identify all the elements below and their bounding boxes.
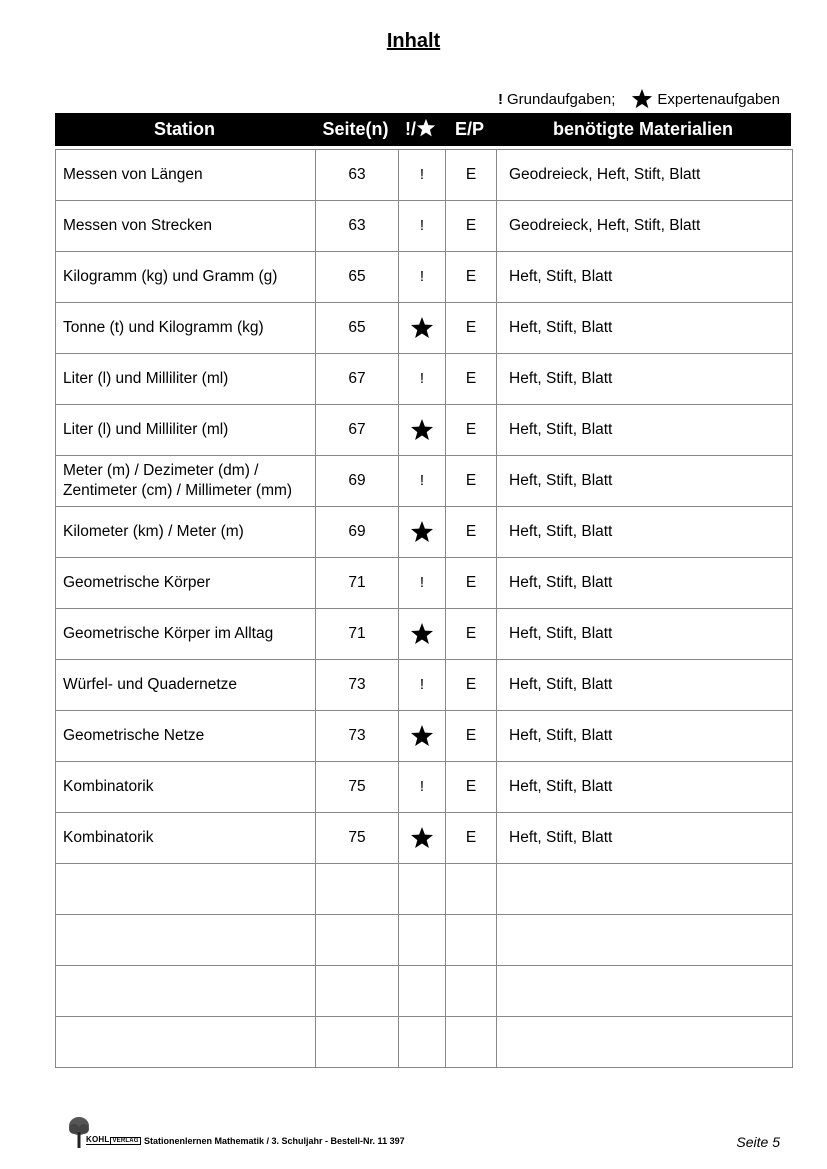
task-type-cell: [399, 660, 446, 711]
pages-cell: 67: [316, 354, 399, 405]
table-row: [56, 711, 793, 762]
materials-cell: Heft, Stift, Blatt: [497, 456, 793, 507]
pages-cell: [316, 915, 399, 966]
star-icon: [410, 826, 434, 850]
table-row: [56, 915, 793, 966]
materials-cell: Heft, Stift, Blatt: [497, 303, 793, 354]
task-type-cell: [399, 1017, 446, 1068]
materials-cell: Heft, Stift, Blatt: [497, 252, 793, 303]
star-icon: [410, 622, 434, 646]
station-cell: [56, 864, 316, 915]
footer-info: Stationenlernen Mathematik / 3. Schuljahr - Bestell-Nr. 11 397: [144, 1136, 405, 1146]
ep-cell: E: [446, 252, 497, 303]
publisher-name: KOHL: [86, 1135, 110, 1144]
task-type-cell: [399, 456, 446, 507]
ep-cell: [446, 1017, 497, 1068]
station-cell: [56, 966, 316, 1017]
station-cell: Liter (l) und Milliliter (ml): [56, 405, 316, 456]
station-cell: Würfel- und Quadernetze: [56, 660, 316, 711]
task-type-cell: [399, 915, 446, 966]
header-mark-prefix: !/: [405, 119, 416, 139]
header-materials: benötigte Materialien: [552, 119, 734, 139]
materials-cell: Heft, Stift, Blatt: [497, 660, 793, 711]
pages-cell: 65: [316, 252, 399, 303]
materials-cell: Heft, Stift, Blatt: [497, 711, 793, 762]
task-type-cell: [399, 507, 446, 558]
pages-cell: 75: [316, 762, 399, 813]
publisher-logo: [86, 1135, 141, 1145]
expert-task-label: Expertenaufgaben: [657, 90, 780, 108]
table-row: [56, 558, 793, 609]
table-row: [56, 813, 793, 864]
footer: [68, 1114, 780, 1154]
publisher-box: VERLAG: [112, 1138, 139, 1144]
basic-task-symbol: !: [419, 472, 425, 489]
station-cell: Geometrische Körper: [56, 558, 316, 609]
station-cell: [56, 1017, 316, 1068]
task-type-cell: [399, 609, 446, 660]
pages-cell: 69: [316, 507, 399, 558]
page-title: Inhalt: [386, 30, 441, 52]
materials-cell: Heft, Stift, Blatt: [497, 558, 793, 609]
table-row: [56, 507, 793, 558]
pages-cell: 67: [316, 405, 399, 456]
pages-cell: 65: [316, 303, 399, 354]
task-type-cell: [399, 303, 446, 354]
station-cell: Kombinatorik: [56, 762, 316, 813]
ep-cell: [446, 864, 497, 915]
pages-cell: 63: [316, 201, 399, 252]
basic-task-symbol: !: [419, 778, 425, 795]
basic-task-symbol: !: [419, 217, 425, 234]
table-row: [56, 201, 793, 252]
star-icon: [410, 520, 434, 544]
station-cell: Messen von Strecken: [56, 201, 316, 252]
station-cell: Meter (m) / Dezimeter (dm) / Zentimeter (cm) / Millimeter (mm): [56, 456, 316, 507]
materials-cell: Heft, Stift, Blatt: [497, 762, 793, 813]
ep-cell: [446, 966, 497, 1017]
ep-cell: E: [446, 150, 497, 201]
station-cell: Kombinatorik: [56, 813, 316, 864]
station-cell: Liter (l) und Milliliter (ml): [56, 354, 316, 405]
materials-cell: [497, 1017, 793, 1068]
task-type-cell: [399, 966, 446, 1017]
ep-cell: E: [446, 354, 497, 405]
ep-cell: E: [446, 609, 497, 660]
materials-cell: Geodreieck, Heft, Stift, Blatt: [497, 150, 793, 201]
task-type-cell: [399, 762, 446, 813]
table-row: [56, 354, 793, 405]
ep-cell: E: [446, 507, 497, 558]
star-icon: [410, 418, 434, 442]
ep-cell: [446, 915, 497, 966]
ep-cell: E: [446, 558, 497, 609]
table-row: [56, 1017, 793, 1068]
task-type-cell: [399, 354, 446, 405]
pages-cell: [316, 1017, 399, 1068]
pages-cell: 73: [316, 660, 399, 711]
basic-task-symbol: !: [419, 574, 425, 591]
table-row: [56, 303, 793, 354]
pages-cell: 71: [316, 558, 399, 609]
ep-cell: E: [446, 813, 497, 864]
ep-cell: E: [446, 660, 497, 711]
station-cell: Geometrische Körper im Alltag: [56, 609, 316, 660]
task-type-cell: [399, 405, 446, 456]
station-cell: Kilogramm (kg) und Gramm (g): [56, 252, 316, 303]
station-cell: [56, 915, 316, 966]
pages-cell: 63: [316, 150, 399, 201]
table-row: [56, 660, 793, 711]
basic-task-symbol: !: [419, 676, 425, 693]
star-icon: [410, 724, 434, 748]
pages-cell: [316, 966, 399, 1017]
pages-cell: [316, 864, 399, 915]
station-cell: Kilometer (km) / Meter (m): [56, 507, 316, 558]
task-type-cell: [399, 813, 446, 864]
ep-cell: E: [446, 303, 497, 354]
page-number: Seite 5: [736, 1134, 780, 1150]
basic-task-symbol: !: [419, 166, 425, 183]
basic-task-label: Grundaufgaben;: [506, 90, 616, 108]
materials-cell: [497, 966, 793, 1017]
star-icon: [416, 118, 436, 138]
materials-cell: Heft, Stift, Blatt: [497, 507, 793, 558]
legend: [498, 88, 780, 110]
materials-cell: Heft, Stift, Blatt: [497, 609, 793, 660]
table-row: [56, 150, 793, 201]
pages-cell: 71: [316, 609, 399, 660]
ep-cell: E: [446, 201, 497, 252]
task-type-cell: [399, 558, 446, 609]
task-type-cell: [399, 201, 446, 252]
star-icon: [631, 88, 653, 110]
table-row: [56, 405, 793, 456]
table-row: [56, 609, 793, 660]
task-type-cell: [399, 864, 446, 915]
ep-cell: E: [446, 711, 497, 762]
basic-task-symbol: !: [497, 90, 503, 108]
table-row: [56, 762, 793, 813]
station-cell: Messen von Längen: [56, 150, 316, 201]
ep-cell: E: [446, 762, 497, 813]
table-row: [56, 864, 793, 915]
materials-cell: [497, 864, 793, 915]
header-mark: [397, 113, 444, 146]
header-ep: E/P: [454, 119, 484, 139]
station-cell: Tonne (t) und Kilogramm (kg): [56, 303, 316, 354]
task-type-cell: [399, 252, 446, 303]
pages-cell: 75: [316, 813, 399, 864]
basic-task-symbol: !: [419, 268, 425, 285]
station-cell: Geometrische Netze: [56, 711, 316, 762]
pages-cell: 73: [316, 711, 399, 762]
star-icon: [410, 316, 434, 340]
stations-table: [55, 149, 793, 1068]
pages-cell: 69: [316, 456, 399, 507]
materials-cell: Heft, Stift, Blatt: [497, 354, 793, 405]
table-row: [56, 456, 793, 507]
materials-cell: Heft, Stift, Blatt: [497, 405, 793, 456]
header-pages: Seite(n): [322, 119, 389, 139]
table-header: [55, 113, 791, 146]
basic-task-symbol: !: [419, 370, 425, 387]
ep-cell: E: [446, 405, 497, 456]
materials-cell: Heft, Stift, Blatt: [497, 813, 793, 864]
table-row: [56, 966, 793, 1017]
task-type-cell: [399, 150, 446, 201]
materials-cell: [497, 915, 793, 966]
materials-cell: Geodreieck, Heft, Stift, Blatt: [497, 201, 793, 252]
ep-cell: E: [446, 456, 497, 507]
header-station: Station: [154, 119, 215, 139]
task-type-cell: [399, 711, 446, 762]
table-row: [56, 252, 793, 303]
